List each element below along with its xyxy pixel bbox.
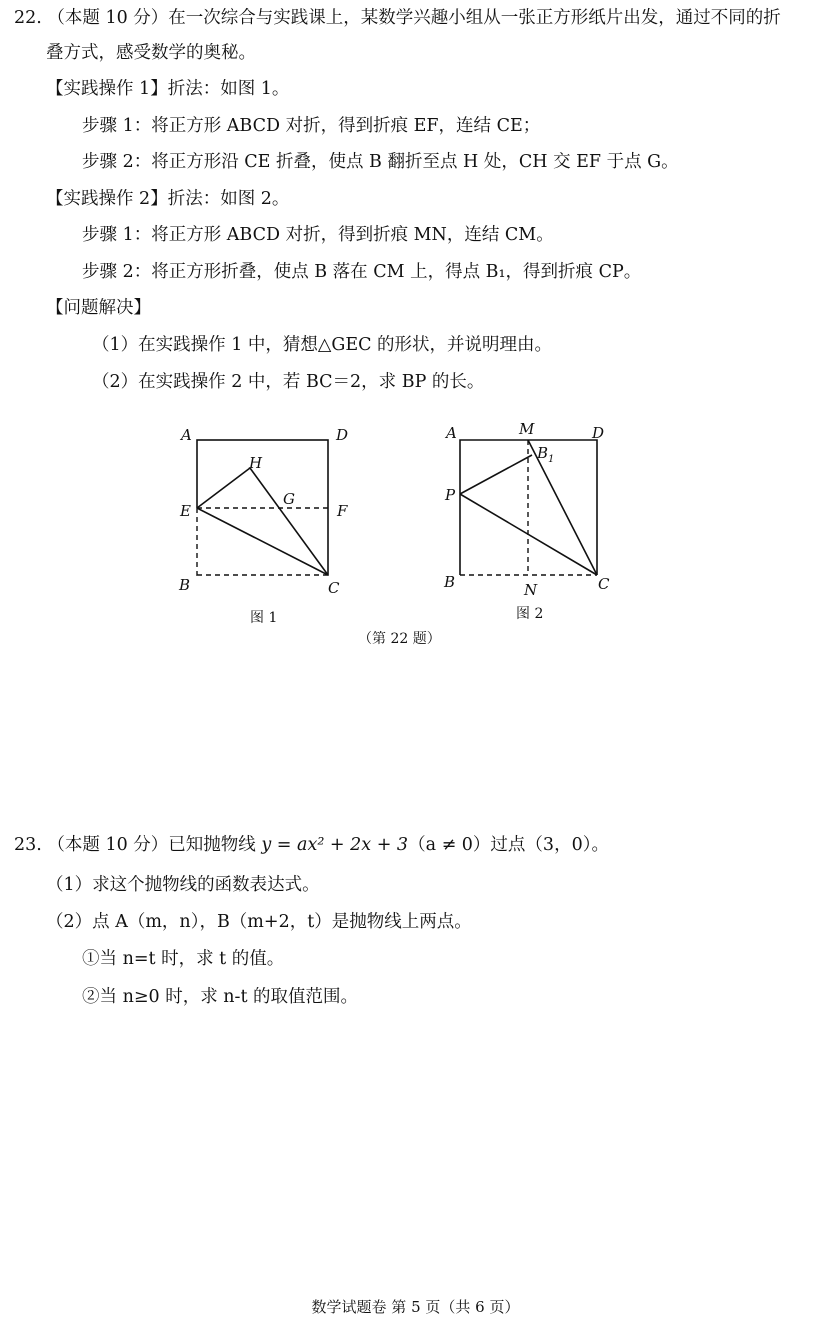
fig2-label-M: M bbox=[519, 420, 535, 438]
q22-line2: 叠方式，感受数学的奥秘。 bbox=[46, 43, 256, 63]
fig2-caption: 图 2 bbox=[516, 606, 544, 622]
q22-op2-step2: 步骤 2：将正方形折叠，使点 B 落在 CM 上，得点 B₁，得到折痕 CP。 bbox=[82, 262, 642, 282]
q22-figure-caption: （第 22 题） bbox=[358, 631, 441, 647]
fig2-label-A: A bbox=[446, 424, 457, 442]
fig1-segment-EC bbox=[197, 508, 328, 575]
q23-sub1: ①当 n=t 时，求 t 的值。 bbox=[82, 949, 285, 969]
q22-op1-title: 【实践操作 1】折法：如图 1。 bbox=[46, 79, 290, 99]
q22-line1: 22. （本题 10 分）在一次综合与实践课上，某数学兴趣小组从一张正方形纸片出发，通过不同的折 bbox=[14, 8, 781, 28]
q22-op2-step1: 步骤 1：将正方形 ABCD 对折，得到折痕 MN，连结 CM。 bbox=[82, 225, 554, 245]
fig1-label-C: C bbox=[328, 579, 340, 597]
q23-sub2: ②当 n≥0 时，求 n-t 的取值范围。 bbox=[82, 987, 359, 1007]
page-footer: 数学试题卷 第 5 页（共 6 页） bbox=[311, 1298, 520, 1316]
fig1-label-E: E bbox=[180, 502, 191, 520]
q23-formula: y = ax² + 2x + 3 bbox=[261, 835, 409, 855]
figure-2 bbox=[443, 420, 610, 622]
fig2-label-B: B bbox=[444, 573, 456, 591]
q22-op2-title: 【实践操作 2】折法：如图 2。 bbox=[46, 189, 290, 209]
q23-line1-prefix: 23. （本题 10 分）已知抛物线 bbox=[14, 835, 262, 855]
fig1-label-H: H bbox=[249, 454, 263, 472]
q22-op1-step2: 步骤 2：将正方形沿 CE 折叠，使点 B 翻折至点 H 处，CH 交 EF 于点 G。 bbox=[82, 152, 679, 172]
q23-line1 bbox=[14, 833, 609, 857]
fig1-label-B: B bbox=[179, 576, 191, 594]
q23-line1-suffix: （a ≠ 0）过点（3，0）。 bbox=[408, 835, 609, 855]
q22-part2: （2）在实践操作 2 中，若 BC＝2，求 BP 的长。 bbox=[92, 372, 485, 392]
fig1-label-D: D bbox=[336, 426, 349, 444]
q22-part1: （1）在实践操作 1 中，猜想△GEC 的形状，并说明理由。 bbox=[92, 335, 553, 355]
fig1-label-G: G bbox=[283, 490, 295, 508]
q22-op1-step1: 步骤 1：将正方形 ABCD 对折，得到折痕 EF，连结 CE； bbox=[82, 116, 541, 136]
fig1-caption: 图 1 bbox=[250, 610, 278, 626]
fig1-segment-HC bbox=[250, 468, 328, 575]
q22-solve-title: 【问题解决】 bbox=[46, 298, 151, 318]
fig2-label-B1: $B_1$ bbox=[537, 444, 555, 465]
fig2-label-P: P bbox=[445, 486, 456, 504]
fig2-segment-PB1 bbox=[460, 455, 532, 494]
fig1-label-F: F bbox=[337, 502, 348, 520]
q23-part2: （2）点 A（m，n），B（m+2，t）是抛物线上两点。 bbox=[46, 912, 472, 932]
q23-part1: （1）求这个抛物线的函数表达式。 bbox=[46, 875, 320, 895]
fig2-label-C: C bbox=[598, 575, 610, 593]
figure-1 bbox=[178, 426, 348, 626]
fig2-label-D: D bbox=[592, 424, 605, 442]
fig2-label-N: N bbox=[524, 581, 538, 599]
fig1-segment-EH bbox=[197, 468, 250, 508]
fig1-label-A: A bbox=[181, 426, 192, 444]
